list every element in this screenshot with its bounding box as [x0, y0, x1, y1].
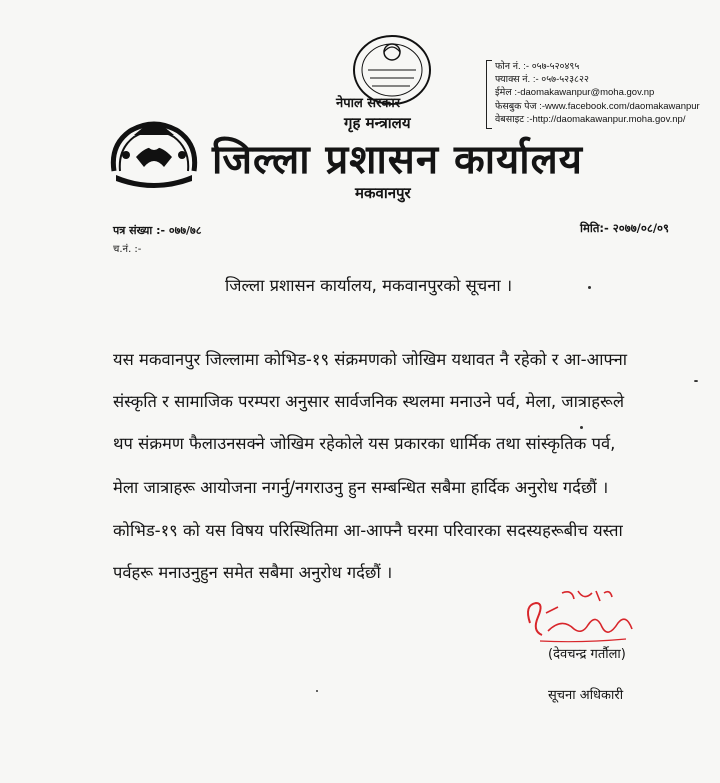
letter-number: पत्र संख्या :- ०७७/७८ [113, 224, 202, 237]
signer-name: (देवचन्द्र गर्तौला) [548, 647, 626, 662]
contact-bracket [486, 60, 492, 129]
handwritten-signature [522, 583, 637, 653]
notice-title: जिल्ला प्रशासन कार्यालय, मकवानपुरको सूचना । [225, 276, 513, 295]
scan-speck [694, 380, 698, 382]
contact-fax: फ्याक्स नं. :- ०५७-५२३८२२ [495, 74, 589, 86]
office-name: जिल्ला प्रशासन कार्यालय [212, 137, 583, 183]
body-line: संस्कृति र सामाजिक परम्परा अनुसार सार्वजनिक स्थलमा मनाउने पर्व, मेला, जात्राहरूले [113, 392, 625, 411]
contact-email: ईमेल :-daomakawanpur@moha.gov.np [495, 87, 655, 99]
body-line: कोभिड-१९ को यस विषय परिस्थितिमा आ-आफ्नै घरमा परिवारका सदस्यहरूबीच यस्ता [113, 521, 623, 540]
body-line: यस मकवानपुर जिल्लामा कोभिड-१९ संक्रमणको जोखिम यथावत नै रहेको र आ-आफ्ना [113, 350, 628, 369]
body-line: मेला जात्राहरू आयोजना नगर्नु/नगराउनु हुन सम्बन्धित सबैमा हार्दिक अनुरोध गर्दछौं । [113, 478, 609, 497]
scan-speck [588, 286, 591, 289]
nepal-emblem-icon [106, 115, 202, 195]
scan-speck [580, 426, 583, 429]
dispatch-number: च.नं. :- [113, 244, 142, 255]
signer-designation: सूचना अधिकारी [548, 688, 624, 703]
district-name: मकवानपुर [355, 184, 411, 202]
scan-speck [316, 690, 318, 692]
contact-info [486, 60, 711, 126]
body-line: थप संक्रमण फैलाउनसक्ने जोखिम रहेकोले यस प्रकारका धार्मिक तथा सांस्कृतिक पर्व, [113, 434, 616, 453]
contact-facebook: फेसबुक पेज :-www.facebook.com/daomakawanpur [495, 100, 700, 112]
ministry-name: गृह मन्त्रालय [344, 114, 411, 132]
contact-phone: फोन नं. :- ०५७-५२०४९५ [495, 61, 580, 72]
contact-website: वेबसाइट :-http://daomakawanpur.moha.gov.np/ [495, 113, 686, 125]
government-label: नेपाल सरकार [336, 96, 401, 111]
letter-date: मिति:- २०७७/०८/०९ [580, 221, 670, 235]
body-line: पर्वहरू मनाउनुहुन समेत सबैमा अनुरोध गर्दछौं । [113, 563, 393, 582]
